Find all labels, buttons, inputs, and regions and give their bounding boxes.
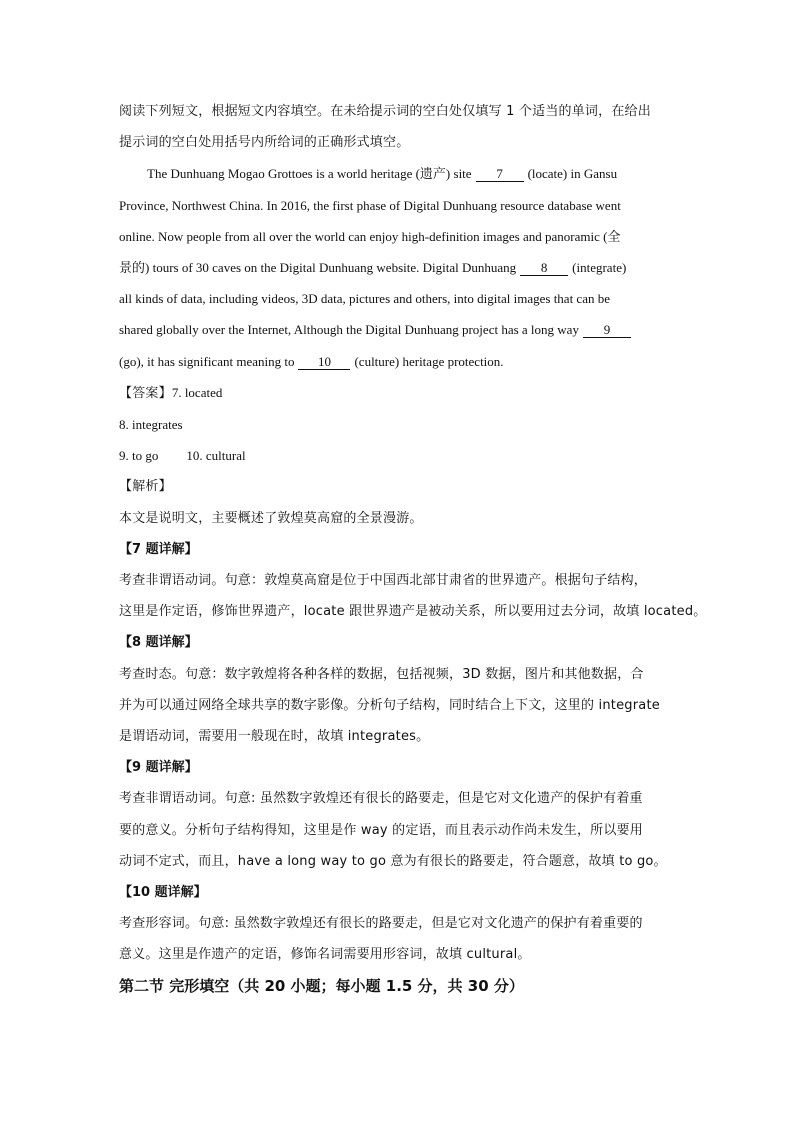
q10-line-1: 考查形容词。句意: 虽然数字敦煌还有很长的路要走，但是它对文化遗产的保护有着重要的	[119, 916, 643, 932]
passage-text: The Dunhuang Mogao Grottoes is a world heritage (遗产) site	[147, 166, 472, 182]
blank-9: 9	[583, 323, 631, 338]
passage-text: (locate) in Gansu	[527, 166, 618, 182]
analysis-summary: 本文是说明文，主要概述了敦煌莫高窟的全景漫游。	[119, 510, 423, 526]
q8-line-2: 并为可以通过网络全球共享的数字影像。分析句子结构，同时结合上下文，这里的 integrate	[119, 697, 660, 713]
answer-7: 7. located	[171, 384, 223, 400]
passage-line-4	[119, 252, 679, 283]
passage-text: (integrate)	[572, 260, 627, 276]
passage-text: shared globally over the Internet, Although the Digital Dunhuang project has a long way	[119, 322, 579, 338]
answer-10: 10. cultural	[186, 448, 246, 464]
analysis-label: 【解析】	[119, 479, 172, 495]
q9-line-2: 要的意义。分析句子结构得知，这里是作 way 的定语，而且表示动作尚未发生，所以要用	[119, 822, 643, 838]
document-page	[119, 96, 707, 1002]
q10-line-2: 意义。这里是作遗产的定语，修饰名词需要用形容词，故填 cultural。	[119, 947, 531, 963]
q9-line-3: 动词不定式，而且，have a long way to go 意为有很长的路要走，符合题意，故填 to go。	[119, 853, 667, 869]
passage-line-6	[119, 314, 679, 345]
passage-line-1	[119, 158, 679, 189]
q7-title: 【7 题详解】	[119, 541, 198, 557]
instruction-line-2: 提示词的空白处用括号内所给词的正确形式填空。	[119, 135, 410, 151]
blank-8: 8	[520, 261, 568, 276]
q7-line-2: 这里是作定语，修饰世界遗产，locate 跟世界遗产是被动关系，所以要用过去分词，故填 located。	[119, 604, 707, 620]
passage-line-3: online. Now people from all over the world can enjoy high-definition images and panoramic (全	[119, 228, 621, 244]
q8-title: 【8 题详解】	[119, 635, 198, 651]
q9-title: 【9 题详解】	[119, 760, 198, 776]
q8-line-1: 考查时态。句意：数字敦煌将各种各样的数据，包括视频，3D 数据，图片和其他数据，合	[119, 666, 644, 682]
passage-text: (go), it has significant meaning to	[119, 353, 295, 369]
answer-line-3	[119, 440, 679, 471]
passage-text: (culture) heritage protection.	[354, 353, 504, 369]
passage-text: 景的) tours of 30 caves on the Digital Dunhuang website. Digital Dunhuang	[119, 260, 517, 276]
q7-line-1: 考查非谓语动词。句意：敦煌莫高窟是位于中国西北部甘肃省的世界遗产。根据句子结构，	[119, 573, 648, 589]
q9-line-1: 考查非谓语动词。句意: 虽然数字敦煌还有很长的路要走，但是它对文化遗产的保护有着重	[119, 791, 643, 807]
answer-9: 9. to go	[119, 448, 159, 464]
blank-7: 7	[476, 167, 524, 182]
passage-line-5: all kinds of data, including videos, 3D data, pictures and others, into digital images that can be	[119, 291, 610, 307]
section-heading: 第二节 完形填空（共 20 小题；每小题 1.5 分，共 30 分）	[119, 976, 524, 995]
q10-title: 【10 题详解】	[119, 885, 207, 901]
answer-label: 【答案】	[119, 385, 172, 401]
answer-line-1	[119, 377, 679, 409]
instruction-line-1: 阅读下列短文，根据短文内容填空。在未给提示词的空白处仅填写 1 个适当的单词，在给出	[119, 104, 651, 119]
passage-line-7	[119, 346, 679, 377]
q8-line-3: 是谓语动词，需要用一般现在时，故填 integrates。	[119, 729, 430, 745]
passage-line-2: Province, Northwest China. In 2016, the first phase of Digital Dunhuang resource database went	[119, 197, 621, 213]
blank-10: 10	[298, 355, 350, 370]
answer-8: 8. integrates	[119, 417, 183, 433]
